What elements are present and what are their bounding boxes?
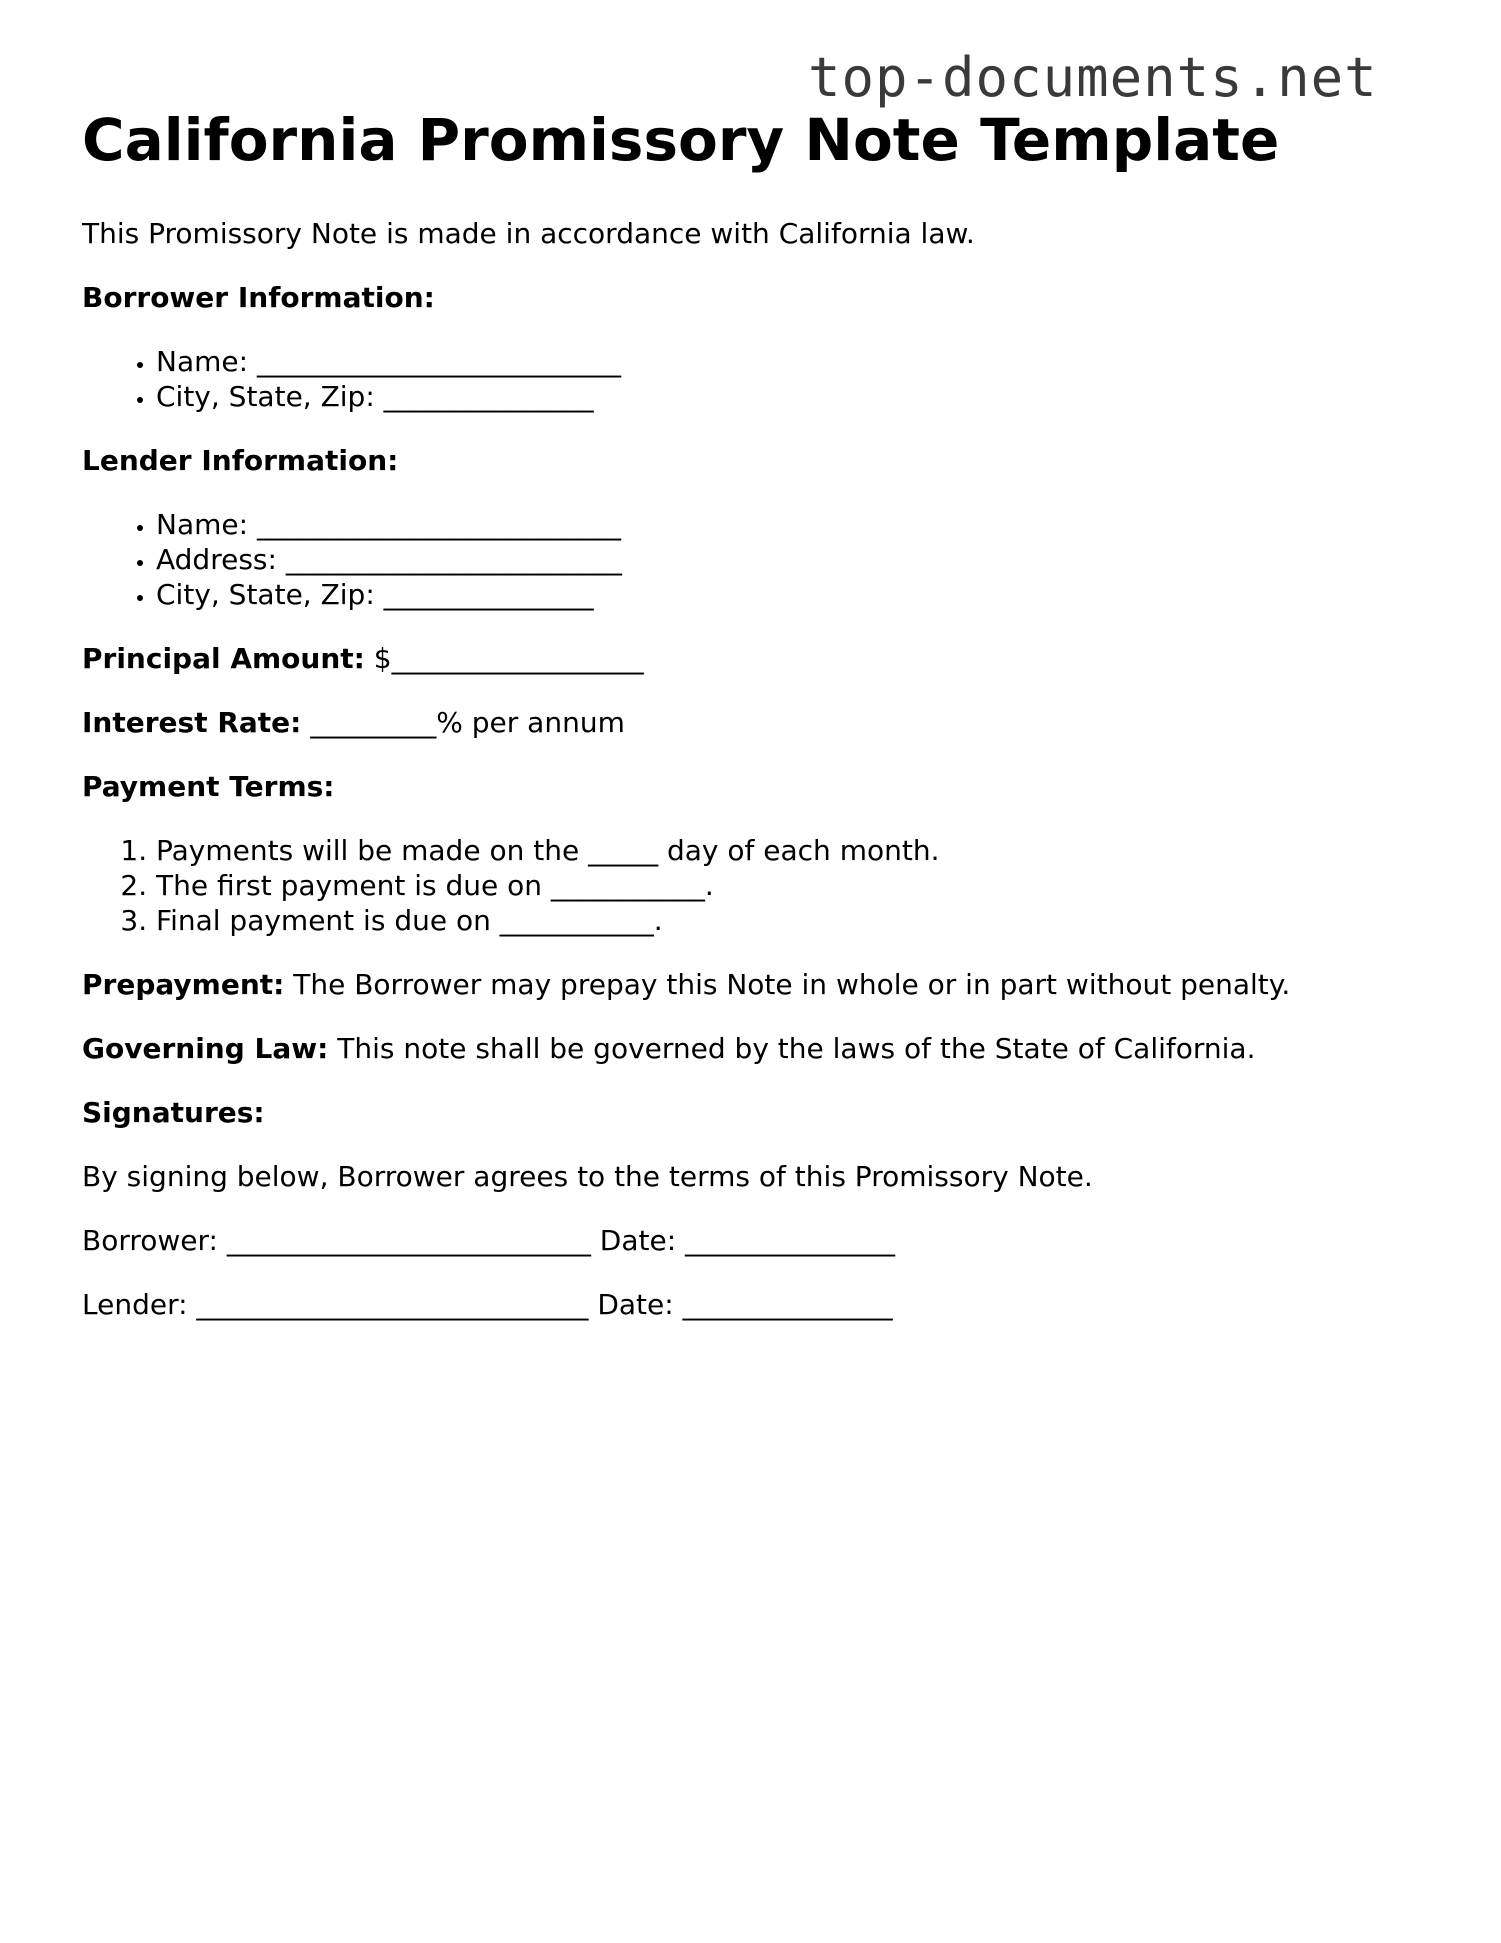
- principal-amount-label: Principal Amount:: [82, 642, 365, 675]
- governing-law-text: This note shall be governed by the laws of the State of California.: [328, 1032, 1256, 1065]
- payment-terms-list: [82, 833, 1442, 938]
- watermark: top-documents.net: [808, 46, 1378, 109]
- lender-info-list: [82, 507, 1442, 612]
- document-body: [82, 98, 1442, 1322]
- payment-term-item: 1. Payments will be made on the _____ day of each month.: [156, 833, 1442, 868]
- lender-city-state-zip-item: • City, State, Zip: _______________: [156, 577, 1442, 612]
- lender-signature-line: Lender: ____________________________ Date: _______________: [82, 1288, 893, 1321]
- borrower-signature-line: Borrower: __________________________ Date: _______________: [82, 1224, 896, 1257]
- borrower-city-state-zip-item: • City, State, Zip: _______________: [156, 379, 1442, 414]
- signatures-statement: By signing below, Borrower agrees to the terms of this Promissory Note.: [82, 1160, 1093, 1193]
- borrower-info-list: [82, 344, 1442, 414]
- interest-rate-line: [82, 705, 1442, 740]
- principal-amount-blank: $__________________: [364, 642, 644, 675]
- interest-rate-blank: _________% per annum: [301, 706, 625, 739]
- payment-term-item: 2. The first payment is due on ___________.: [156, 868, 1442, 903]
- payment-terms-heading: Payment Terms:: [82, 770, 335, 803]
- signatures-heading: Signatures:: [82, 1096, 265, 1129]
- page-title: California Promissory Note Template: [82, 106, 1280, 174]
- payment-term-item: 3. Final payment is due on ___________.: [156, 903, 1442, 938]
- governing-law-paragraph: [82, 1031, 1442, 1066]
- prepayment-label: Prepayment:: [82, 968, 285, 1001]
- lender-name-item: • Name: __________________________: [156, 507, 1442, 542]
- lender-address-item: • Address: ________________________: [156, 542, 1442, 577]
- interest-rate-label: Interest Rate:: [82, 706, 302, 739]
- prepayment-paragraph: [82, 967, 1442, 1002]
- governing-law-label: Governing Law:: [82, 1032, 329, 1065]
- lender-info-heading: Lender Information:: [82, 444, 399, 477]
- intro-paragraph: This Promissory Note is made in accordance with California law.: [82, 217, 975, 250]
- principal-amount-line: [82, 641, 1442, 676]
- borrower-name-item: • Name: __________________________: [156, 344, 1442, 379]
- borrower-info-heading: Borrower Information:: [82, 281, 435, 314]
- prepayment-text: The Borrower may prepay this Note in whole or in part without penalty.: [284, 968, 1291, 1001]
